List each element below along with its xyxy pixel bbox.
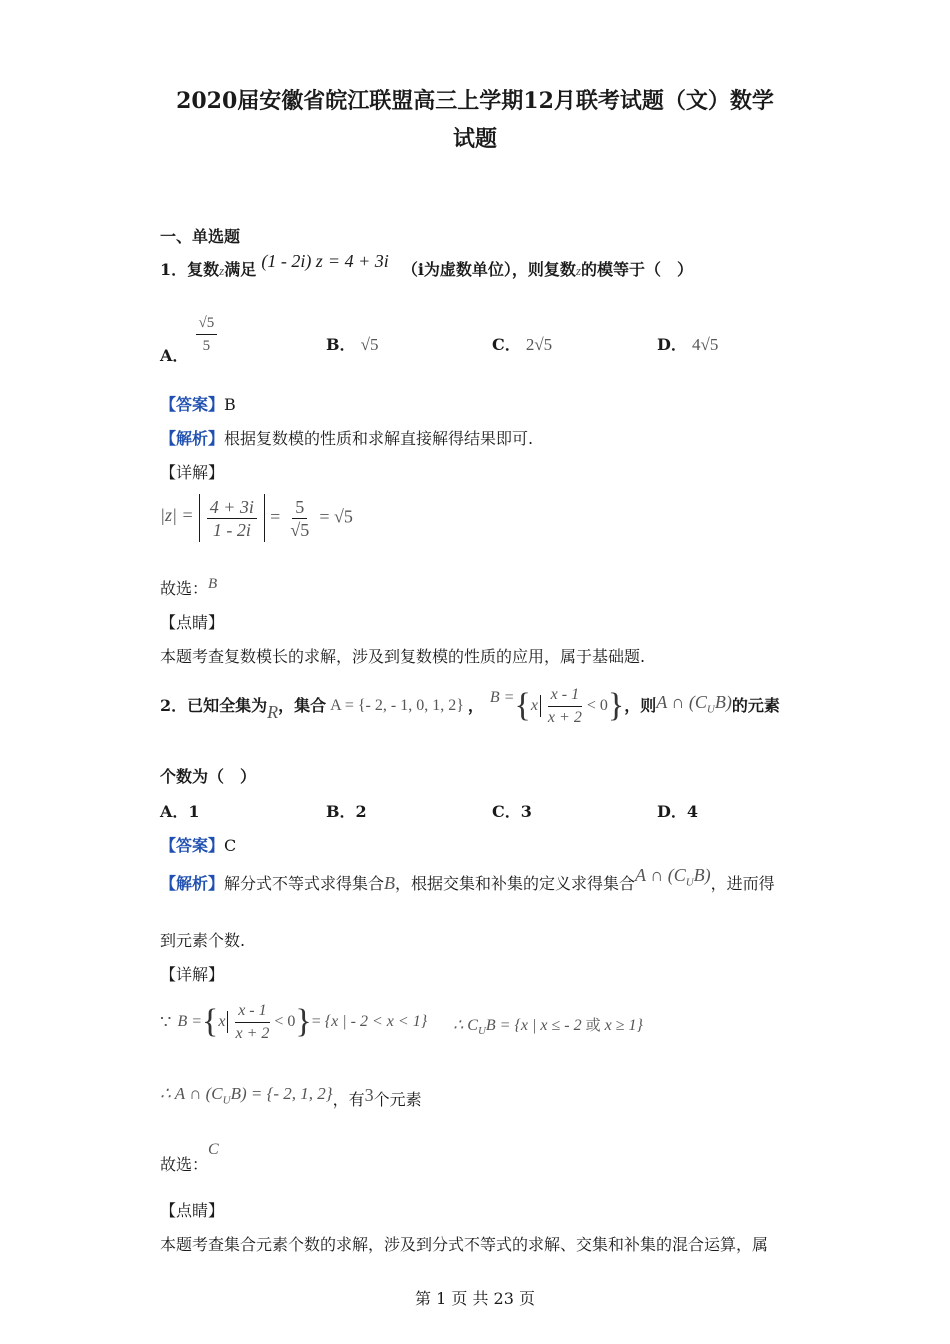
q2-d1-eq: = <box>311 1013 321 1030</box>
q2-point-text: 本题考查集合元素个数的求解，涉及到分式不等式的求解、交集和补集的混合运算，属 <box>160 1235 769 1254</box>
q1-post2: （i为虚数单位），则复数 <box>401 260 576 279</box>
q2-analysis-expr-sub: U <box>685 876 694 889</box>
q2-choose <box>160 1140 219 1180</box>
q2-analysis-text2: ，根据交集和补集的定义求得集合 <box>395 874 636 893</box>
q2-setB-lt: < 0 <box>586 697 608 714</box>
q2-analysis-tag: 【解析】 <box>160 874 225 893</box>
q2-brace-right: } <box>607 687 625 724</box>
q1-abs-left <box>199 494 200 542</box>
q2-post: 的元素 <box>731 696 780 715</box>
q2-option-d: D．4 <box>657 802 699 821</box>
q1-analysis-tag: 【解析】 <box>160 429 225 448</box>
q2-d3-post: 个元素 <box>373 1090 422 1109</box>
q1-equation-lhs: (1 - 2i) z <box>261 251 323 271</box>
q1-option-c-value: 2√5 <box>525 335 553 354</box>
q1-choose <box>160 578 217 601</box>
q2-analysis-expr-end: B) <box>693 865 711 885</box>
q2-number: 2． <box>160 696 188 715</box>
q1-option-c-label: C． <box>492 335 521 354</box>
q2-d1-den: x + 2 <box>235 1024 270 1042</box>
q2-d2 <box>453 1014 643 1042</box>
q1-equation-rhs: = 4 + 3i <box>327 251 389 271</box>
q2-d1-lt: < 0 <box>274 1013 296 1030</box>
q2-setB-fraction <box>545 684 585 729</box>
q2-option-c: C．3 <box>492 802 532 821</box>
q1-option-a <box>160 312 219 365</box>
q2-analysis-line2: 到元素个数. <box>160 931 246 950</box>
q2-d3-sub: U <box>222 1094 231 1107</box>
q1-detail-result: = √5 <box>319 506 353 527</box>
question-2 <box>160 680 780 732</box>
q1-z2: z <box>575 263 581 278</box>
q1-number: 1． <box>160 260 188 279</box>
q2-d2-B: B = {x | x ≤ - 2 <box>485 1016 582 1034</box>
q2-choose-value: C <box>208 1141 219 1158</box>
q2-analysis <box>160 865 775 902</box>
section-heading: 一、单选题 <box>160 227 241 246</box>
q2-d1-brace-left: { <box>202 1003 219 1040</box>
q2-setB-num: x - 1 <box>548 684 582 707</box>
q2-point-tag: 【点睛】 <box>160 1201 225 1220</box>
q2-pre: 已知全集为 <box>187 696 268 715</box>
q2-d1-brace-right: } <box>295 1003 312 1040</box>
q1-option-b-label: B． <box>326 335 356 354</box>
q1-analysis <box>160 428 533 450</box>
q1-answer-value: B <box>224 395 236 414</box>
q1-detail-frac-den: √5 <box>290 519 310 540</box>
q2-setA: A = {- 2, - 1, 0, 1, 2} <box>330 697 464 714</box>
q1-z: z <box>219 263 225 278</box>
q2-detail-tag: 【详解】 <box>160 965 225 984</box>
q2-brace-left: { <box>514 687 531 724</box>
q2-d1-x: x <box>218 1013 226 1030</box>
q1-option-a-fraction <box>196 312 218 357</box>
q2-expr-sub: U <box>706 703 715 716</box>
q1-detail-eq: = <box>270 506 281 527</box>
q2-d3-end: B) = {- 2, 1, 2} <box>230 1084 333 1103</box>
q2-analysis-B: B <box>384 873 396 893</box>
q1-detail-frac-num: 5 <box>292 496 307 519</box>
q2-d2-main: ∴ C <box>453 1016 478 1034</box>
q1-point-text: 本题考查复数模长的求解，涉及到复数模的性质的应用，属于基础题. <box>160 647 646 666</box>
q1-detail-fraction <box>207 496 257 541</box>
q1-detail-math <box>160 494 353 542</box>
q1-option-b <box>326 334 378 356</box>
q2-R: R <box>267 702 279 722</box>
q2-analysis-expr-main: A ∩ (C <box>635 865 686 885</box>
q2-line2: 个数为（ ） <box>160 767 257 786</box>
q2-d1-because: ∵ <box>160 1012 172 1032</box>
q1-option-d-value: 4√5 <box>691 335 719 354</box>
q1-pre: 复数 <box>187 260 220 279</box>
q2-analysis-text1: 解分式不等式求得集合 <box>224 874 385 893</box>
q1-detail-den: 1 - 2i <box>212 519 251 540</box>
q2-expr-end: B) <box>714 692 732 713</box>
q1-abs-right <box>264 494 265 542</box>
doc-title-line2: 试题 <box>452 126 497 152</box>
q2-option-a: A．1 <box>160 802 200 821</box>
q1-option-d-label: D． <box>657 335 687 354</box>
q2-detail-line3 <box>160 1082 422 1111</box>
q1-analysis-text: 根据复数模的性质和求解直接解得结果即可. <box>224 429 534 448</box>
q2-analysis-expr <box>635 865 711 889</box>
q2-answer <box>160 835 236 857</box>
q2-d2-or: 或 <box>585 1015 601 1034</box>
q1-detail-num: 4 + 3i <box>207 496 257 519</box>
q2-choose-label: 故选： <box>160 1155 209 1174</box>
q1-answer-tag: 【答案】 <box>160 395 225 414</box>
q2-d1-bar <box>227 1011 228 1033</box>
q2-expr <box>656 691 732 721</box>
q2-setB-x: x <box>530 697 538 714</box>
q1-detail-lhs: |z| = <box>160 504 194 525</box>
q2-answer-tag: 【答案】 <box>160 836 225 855</box>
page-footer: 第 1 页 共 23 页 <box>415 1289 535 1308</box>
q2-d1-B: B = <box>177 1013 203 1030</box>
q1-post1: 满足 <box>224 260 257 279</box>
q1-option-a-den: 5 <box>202 338 211 354</box>
q1-option-a-num: √5 <box>196 312 218 335</box>
q2-d2-sub: U <box>477 1025 486 1038</box>
q2-option-b: B．2 <box>326 802 367 821</box>
q2-setB-den: x + 2 <box>547 708 582 726</box>
q1-point-tag: 【点睛】 <box>160 613 225 632</box>
q1-option-d <box>657 334 718 356</box>
q2-expr-main: A ∩ (C <box>656 692 707 713</box>
q1-post3: 的模等于（ ） <box>580 260 693 279</box>
question-1 <box>160 251 693 282</box>
q1-choose-label: 故选： <box>160 579 209 598</box>
q1-option-b-value: √5 <box>360 335 379 354</box>
q2-answer-value: C <box>224 836 237 855</box>
q2-d3-have: ，有 <box>332 1090 365 1109</box>
q2-d3-expr <box>160 1084 333 1107</box>
q1-detail-fraction2 <box>287 496 312 541</box>
q2-d1-num: x - 1 <box>235 1000 269 1023</box>
q2-d1-set: {x | - 2 < x < 1} <box>324 1013 428 1030</box>
q1-answer <box>160 394 236 416</box>
q2-setA-label: ，集合 <box>278 696 327 715</box>
q2-setB-lhs: B = <box>489 689 515 706</box>
q2-comma: ， <box>467 696 484 715</box>
q2-d2-end: x ≥ 1} <box>604 1016 643 1034</box>
doc-title-line1: 2020届安徽省皖江联盟高三上学期12月联考试题（文）数学 <box>176 88 774 114</box>
q2-d3-main: ∴ A ∩ (C <box>160 1084 223 1103</box>
q2-d1-fraction <box>232 1000 272 1045</box>
q2-d3-three: 3 <box>364 1085 374 1105</box>
q1-choose-value: B <box>208 576 218 592</box>
q2-analysis-text3: ，进而得 <box>710 874 775 893</box>
q2-then: ，则 <box>624 696 657 715</box>
q1-option-c <box>492 334 552 356</box>
q2-setB-bar <box>540 695 541 717</box>
q2-detail-line1 <box>160 996 643 1048</box>
q1-detail-tag: 【详解】 <box>160 463 225 482</box>
q1-option-a-label: A． <box>160 346 189 365</box>
